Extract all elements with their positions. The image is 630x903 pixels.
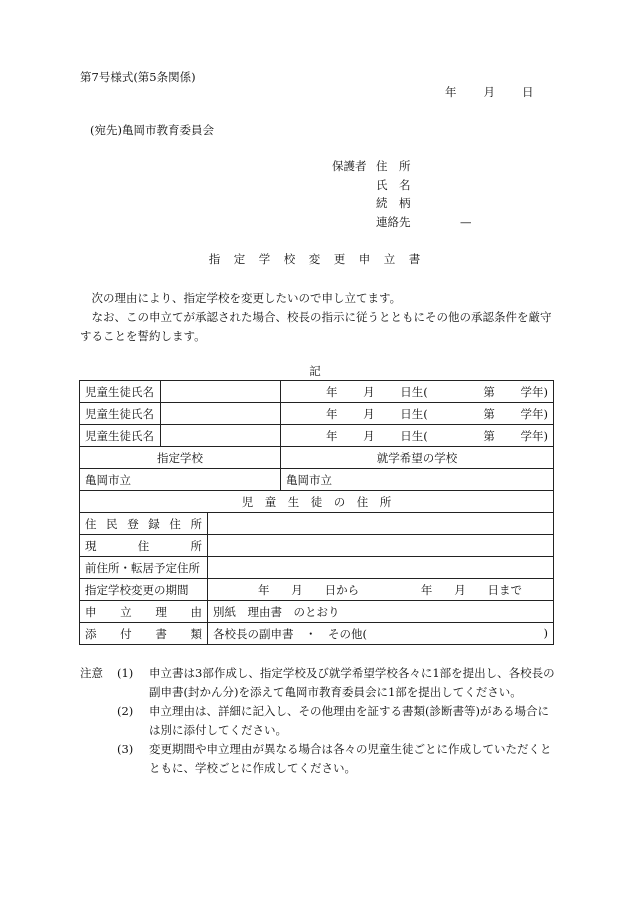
table-row: 児童生徒氏名 年 月 日生( 第 学年) <box>80 425 554 447</box>
table-row: 申 立 理 由 別紙 理由書 のとおり <box>80 601 554 623</box>
attachments-field[interactable]: 各校長の副申書 ・ その他( ) <box>208 623 554 645</box>
designated-school-header: 指定学校 <box>80 447 281 469</box>
designated-school-field[interactable]: 亀岡市立 <box>80 469 281 491</box>
contact-dash: — <box>460 214 472 229</box>
student-name-field[interactable] <box>161 403 281 425</box>
current-address-field[interactable] <box>208 535 554 557</box>
guardian-contact-label: 連絡先 <box>376 214 411 229</box>
table-row: 現 住 所 <box>80 535 554 557</box>
guardian-block <box>332 157 472 231</box>
address-header: 児 童 生 徒 の 住 所 <box>80 491 554 513</box>
student-name-field[interactable] <box>161 425 281 447</box>
notes-section: 注意 (1) 申立書は3部作成し、指定学校及び就学希望学校各々に1部を提出し、各校長の副申書(封かん分)を添えて亀岡市教育委員会に1部を提出してください。 (2) 申立理由は、詳細に記入し、その他理由を証する書類(診断書等)がある場合には別に添付してください。 (3) 変更期間や申立理由が異なる場合は各々の児童生徒ごとに作成していただくとともに、学校ごとに作成してください。 <box>80 666 555 775</box>
table-row: 指定学校変更の期間 年 月 日から 年 月 日まで <box>80 579 554 601</box>
desired-school-header: 就学希望の学校 <box>281 447 554 469</box>
guardian-name-label: 氏 名 <box>376 177 411 192</box>
form-number: 第7号様式(第5条関係) <box>80 70 196 84</box>
table-row: 添 付 書 類 各校長の副申書 ・ その他( ) <box>80 623 554 645</box>
table-row <box>80 491 554 513</box>
body-text: 次の理由により、指定学校を変更したいので申し立てます。 なお、この申立てが承認された場合、校長の指示に従うとともにその他の承認条件を厳守することを誓約します。 <box>80 291 552 343</box>
registered-address-field[interactable] <box>208 513 554 535</box>
reason-field[interactable]: 別紙 理由書 のとおり <box>208 601 554 623</box>
date-line: 年 月 日 <box>445 85 534 99</box>
document-title: 指 定 学 校 変 更 申 立 書 <box>208 252 422 266</box>
table-row: 児童生徒氏名 年 月 日生( 第 学年) <box>80 403 554 425</box>
table-row: 住 民 登 録 住 所 <box>80 513 554 535</box>
table-row: 前住所・転居予定住所 <box>80 557 554 579</box>
desired-school-field[interactable]: 亀岡市立 <box>281 469 554 491</box>
addressee: (宛先)亀岡市教育委員会 <box>90 123 214 137</box>
guardian-address-label: 住 所 <box>376 159 411 173</box>
ki-heading: 記 <box>309 364 321 378</box>
application-table <box>79 380 554 645</box>
notes-tag: 注意 <box>80 666 103 680</box>
student-name-field[interactable] <box>161 381 281 403</box>
table-row <box>80 469 554 491</box>
guardian-heading: 保護者 <box>332 159 367 173</box>
guardian-relation-label: 続 柄 <box>376 196 411 210</box>
table-row: 児童生徒氏名 年 月 日生( 第 学年) <box>80 381 554 403</box>
previous-address-field[interactable] <box>208 557 554 579</box>
table-row <box>80 447 554 469</box>
